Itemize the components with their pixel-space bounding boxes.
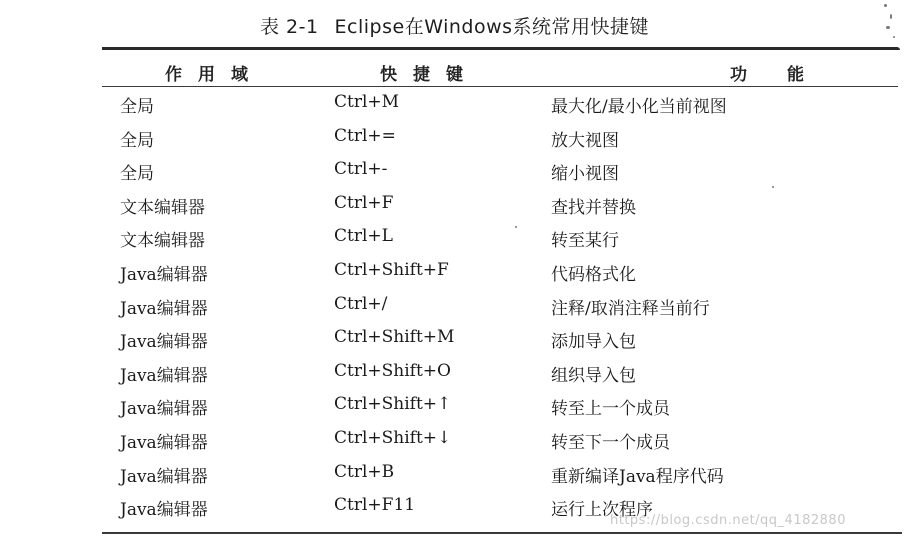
row-scope: Java编辑器 [120, 332, 208, 353]
row-function: 缩小视图 [551, 164, 619, 185]
row-shortcut: Ctrl+F [334, 192, 394, 213]
row-function: 放大视图 [551, 130, 619, 151]
row-scope: 全局 [120, 97, 154, 117]
row-function: 转至上一个成员 [551, 399, 670, 420]
row-function: 转至下一个成员 [551, 433, 670, 453]
row-scope: Java编辑器 [120, 298, 208, 319]
header-scope: 作用域 [165, 65, 264, 85]
scan-speck [515, 226, 517, 228]
header-shortcut: 快捷键 [380, 65, 479, 85]
row-scope: Java编辑器 [120, 365, 208, 386]
scan-speck [884, 4, 887, 7]
row-shortcut: Ctrl+M [334, 92, 400, 112]
row-function: 运行上次程序 [551, 500, 653, 521]
table-row [0, 126, 909, 159]
row-scope: Java编辑器 [120, 265, 208, 285]
table-row [0, 462, 909, 495]
row-scope: Java编辑器 [120, 466, 208, 487]
row-function: 组织导入包 [551, 365, 636, 386]
row-scope: Java编辑器 [120, 500, 208, 521]
table-number: 表 2-1 [259, 16, 319, 38]
table-row [0, 394, 909, 427]
row-scope: 全局 [120, 164, 154, 185]
row-shortcut: Ctrl+Shift+O [334, 360, 451, 381]
row-shortcut: Ctrl+/ [334, 293, 388, 314]
bottom-rule [102, 532, 902, 534]
row-function: 最大化/最小化当前视图 [551, 97, 727, 117]
row-shortcut: Ctrl+- [334, 159, 388, 180]
row-shortcut: Ctrl+= [334, 125, 396, 146]
table-caption: Eclipse在Windows系统常用快捷键 [334, 16, 650, 38]
table-title [0, 12, 909, 39]
row-function: 添加导入包 [551, 332, 636, 353]
scan-speck [893, 36, 895, 38]
top-rule [102, 47, 900, 50]
table-row [0, 92, 909, 125]
row-shortcut: Ctrl+L [334, 226, 393, 247]
row-scope: 文本编辑器 [120, 197, 205, 218]
row-shortcut: Ctrl+Shift+↑ [334, 394, 452, 415]
row-shortcut: Ctrl+Shift+F [334, 260, 449, 280]
row-function: 转至某行 [551, 231, 619, 252]
table-row [0, 193, 909, 226]
table-row [0, 428, 909, 461]
row-scope: Java编辑器 [120, 399, 208, 420]
watermark: https://blog.csdn.net/qq_4182880 [610, 513, 846, 528]
row-scope: 全局 [120, 130, 154, 151]
header-function: 功能 [730, 65, 844, 85]
row-scope: 文本编辑器 [120, 231, 205, 252]
row-function: 查找并替换 [551, 197, 636, 218]
row-shortcut: Ctrl+Shift+M [334, 327, 455, 348]
row-shortcut: Ctrl+F11 [334, 495, 416, 516]
scan-speck [886, 26, 890, 29]
row-shortcut: Ctrl+B [334, 461, 395, 482]
header-rule [102, 86, 898, 87]
table-row [0, 260, 909, 293]
row-function: 重新编译Java程序代码 [551, 466, 724, 487]
table-row [0, 361, 909, 394]
scan-speck [890, 14, 892, 19]
table-row [0, 226, 909, 259]
row-scope: Java编辑器 [120, 433, 208, 453]
row-function: 注释/取消注释当前行 [551, 298, 710, 319]
table-row [0, 327, 909, 360]
table-row [0, 294, 909, 327]
scan-speck [772, 186, 774, 188]
row-function: 代码格式化 [551, 265, 636, 285]
row-shortcut: Ctrl+Shift+↓ [334, 428, 452, 448]
